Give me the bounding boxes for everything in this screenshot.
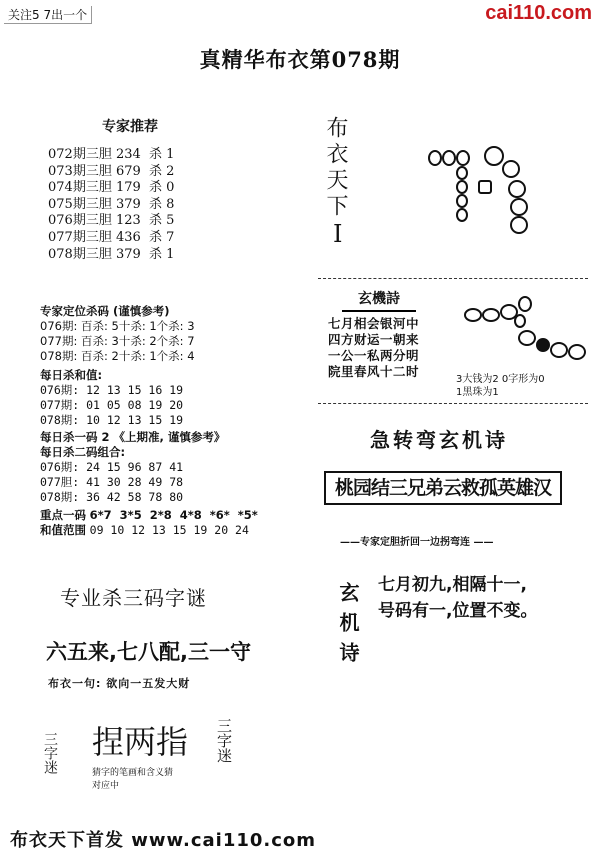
riddle-hint: 猜字的笔画和含义猜 [92,768,174,778]
list-item: 077期: 百杀: 3十杀: 2个杀: 7 [40,334,195,348]
bead-icon [428,150,442,166]
sack-icon [478,180,492,194]
key-one-label: 重点一码 [40,508,86,522]
poem-legend: 3大钱为2 0字形为0 [456,374,545,385]
turn-poem-box: 桃园结三兄弟云救孤英雄汉 [324,471,562,505]
turn-poem-title: 急转弯玄机诗 [370,428,508,452]
coin-icon [518,330,536,346]
riddle-hint: 对应中 [92,781,120,791]
kill-section [40,304,258,538]
bead-icon [456,194,468,208]
poem-line: 院里春风十二时 [328,364,420,379]
xuanji-line: 号码有一,位置不变。 [378,601,538,621]
list-item: 076期: 24 15 96 87 41 [40,460,184,474]
list-item: 078期: 百杀: 2十杀: 1个杀: 4 [40,349,195,363]
divider [318,278,588,279]
daily-sum-heading: 每日杀和值: [40,368,103,382]
coin-icon [484,146,504,166]
bead-icon [442,150,456,166]
coin-icon [508,180,526,198]
list-item: 076期: 百杀: 5十杀: 1个杀: 3 [40,319,195,333]
poem-title: 玄機詩 [342,288,416,312]
list-item: 078期: 36 42 58 78 80 [40,490,184,504]
coin-icon [502,160,520,178]
sum-range-label: 和值范围 [40,523,86,537]
riddle-left-label: 三字迷 [42,732,58,774]
list-item: 077期三胆 436 杀 7 [48,229,175,245]
key-one-value: 6*7 3*5 2*8 4*8 *6* *5* [89,508,258,522]
expert-line: ——专家定胆折回一边拐弯连 —— [340,537,494,548]
expert-list [48,147,174,263]
riddle-heading: 专业杀三码字谜 [60,586,207,610]
poem-legend: 1黑珠为1 [456,387,499,398]
bead-figure-top [420,138,540,238]
coin-icon [550,342,568,358]
bead-icon [456,180,468,194]
coin-icon [510,198,528,216]
coin-icon [510,216,528,234]
buyi-roman: I [333,220,343,248]
list-item: 078期: 10 12 13 15 19 [40,413,184,427]
follow-label: 关注5 7出一个 [4,6,92,24]
daily-two-heading: 每日杀二码组合: [40,445,126,459]
riddle-main: 捏两指 [92,723,189,761]
expert-heading: 专家推荐 [102,119,158,135]
page-title: 真精华布衣第078期 [199,47,401,72]
bead-icon [456,166,468,180]
riddle-note: 布衣一句: 欲向一五发大财 [48,677,191,690]
footer-banner[interactable]: 布衣天下首发 www.cai110.com [10,830,317,851]
riddle-text: 六五来,七八配,三一守 [46,640,251,664]
site-logo[interactable]: cai110.com [485,2,592,24]
riddle-right-label: 三字迷 [215,718,233,763]
list-item: 077期: 01 05 08 19 20 [40,398,184,412]
coin-icon [464,308,482,322]
daily-one-heading: 每日杀一码 2 《上期准, 谨慎参考》 [40,430,226,444]
coin-icon [568,344,586,360]
kill-position-heading: 专家定位杀码 (谨慎参考) [40,304,170,318]
sum-range-value: 09 10 12 13 15 19 20 24 [89,523,249,537]
poem-line: 一公一私两分明 [328,348,420,363]
poem-line: 七月相会银河中 [328,316,420,331]
bead-figure-poem [460,290,590,360]
black-bead-icon [536,338,550,352]
xuanji-vertical-title: 玄机诗 [336,582,360,672]
xuanji-line: 七月初九,相隔十一, [378,575,527,595]
divider [318,403,588,404]
coin-icon [482,308,500,322]
bead-icon [514,314,526,328]
list-item: 078期三胆 379 杀 1 [48,246,175,262]
buyi-vertical-title: 布衣天下 [323,116,348,220]
bead-icon [456,150,470,166]
bead-icon [518,296,532,312]
poem-box [328,288,430,380]
list-item: 077胆: 41 30 28 49 78 [40,475,184,489]
list-item: 073期三胆 679 杀 2 [48,163,175,179]
poem-line: 四方财运一朝来 [328,332,420,347]
bead-icon [456,208,468,222]
list-item: 072期三胆 234 杀 1 [48,147,175,162]
list-item: 076期三胆 123 杀 5 [48,213,175,229]
list-item: 075期三胆 379 杀 8 [48,196,175,212]
list-item: 074期三胆 179 杀 0 [48,180,175,196]
list-item: 076期: 12 13 15 16 19 [40,383,184,397]
